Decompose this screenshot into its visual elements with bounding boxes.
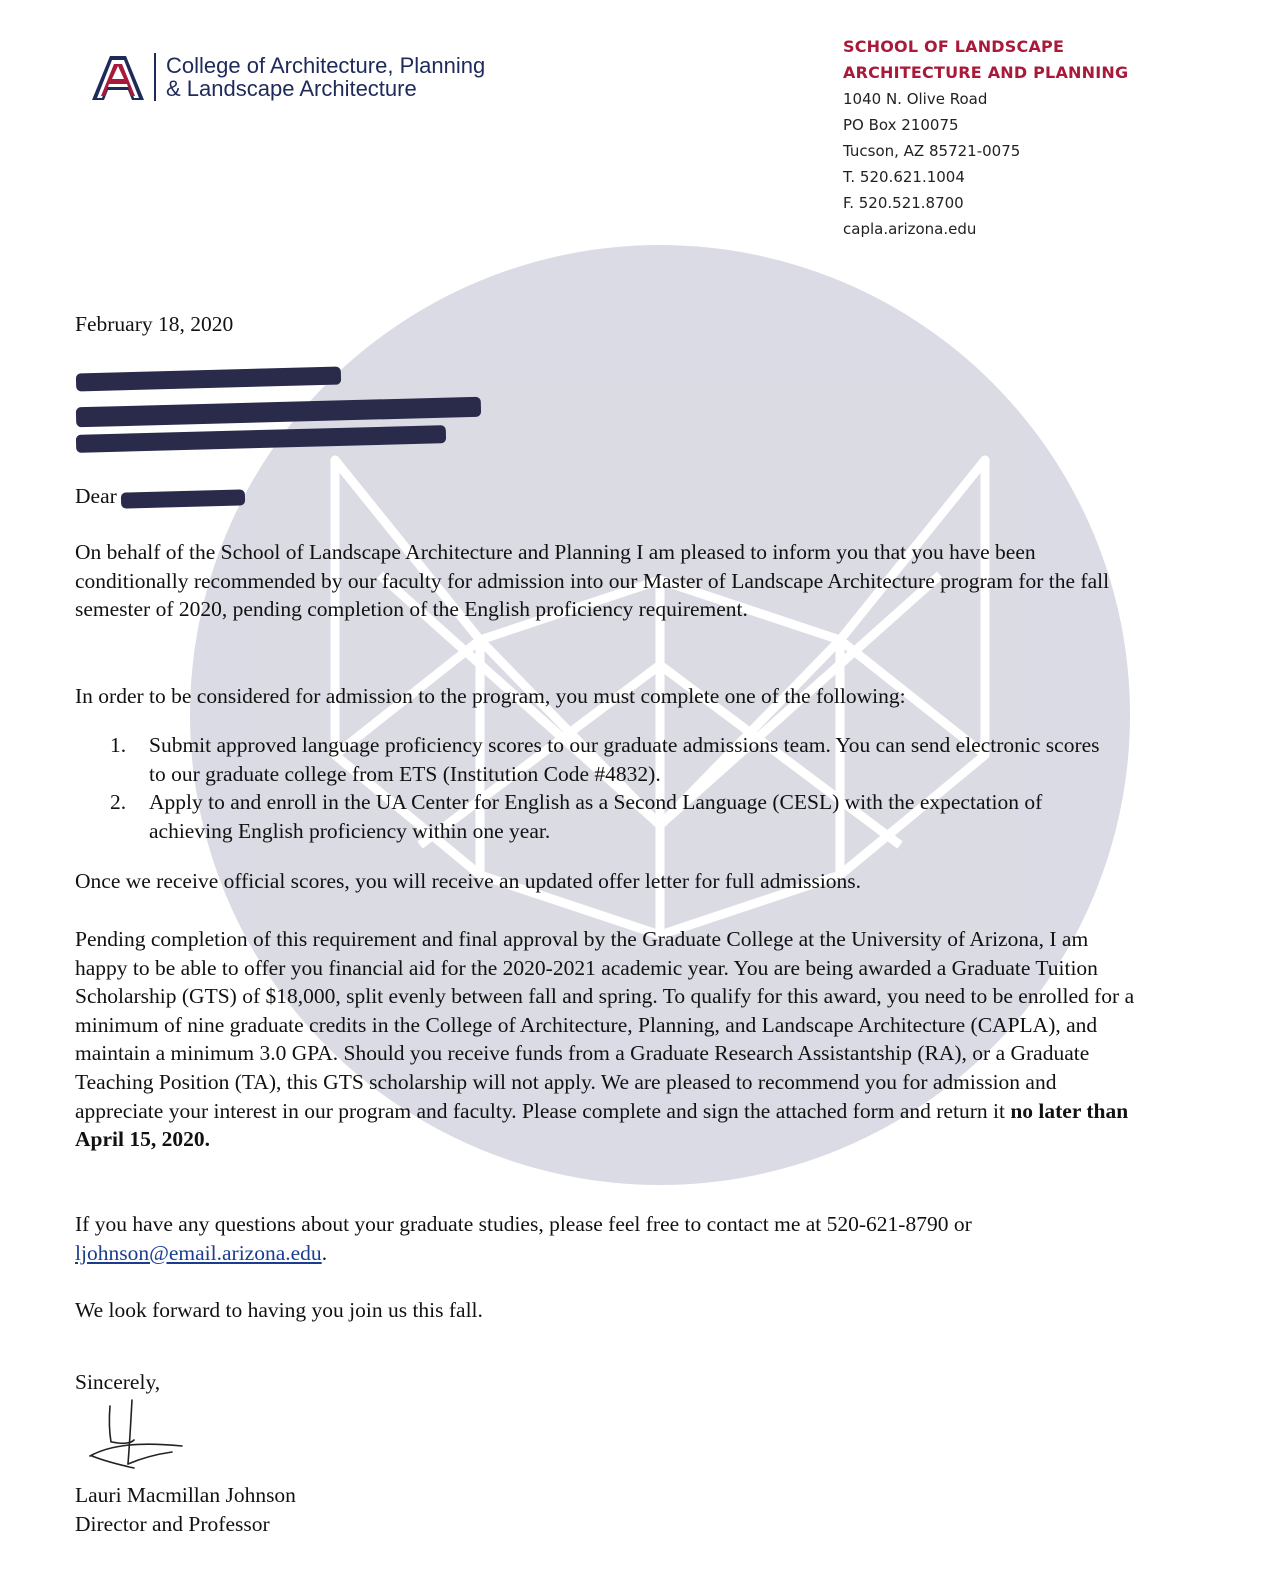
salutation-text: Dear xyxy=(75,484,117,508)
paragraph-scores: Once we receive official scores, you will receive an updated offer letter for full admissions. xyxy=(75,869,862,893)
college-name xyxy=(166,54,485,100)
paragraph-admission: On behalf of the School of Landscape Architecture and Planning I am pleased to inform you that you have been conditionally recommended by our faculty for admission into our Master of Landscape Architecture program for the fall semester of 2020, pending completion of the English proficiency requirement. xyxy=(75,540,1110,622)
address-po-box: PO Box 210075 xyxy=(843,116,959,134)
financial-aid-text: Pending completion of this requirement and final approval by the Graduate College at the University of Arizona, I am happy to be able to offer you financial aid for the 2020-2021 academic year. You are being awarded a Graduate Tuition Scholarship (GTS) of $18,000, split evenly between fall and spring. To qualify for this award, you need to be enrolled for a minimum of nine graduate credits in the College of Architecture, Planning, and Landscape Architecture (CAPLA), and maintain a minimum 3.0 GPA. Should you receive funds from a Graduate Research Assistantship (RA), or a Graduate Teaching Position (TA), this GTS scholarship will not apply. We are pleased to recommend you for admission and appreciate your interest in our program and faculty. Please complete and sign the attached form and return it xyxy=(75,927,1135,1123)
requirements-list xyxy=(110,731,1110,845)
school-name-line2: ARCHITECTURE AND PLANNING xyxy=(843,63,1129,82)
closing: Sincerely, xyxy=(75,1370,161,1394)
address-fax: F. 520.521.8700 xyxy=(843,194,964,212)
logo-divider xyxy=(154,53,156,101)
redacted-recipient-name xyxy=(121,489,245,508)
arizona-a-logo-icon xyxy=(88,52,148,102)
signer-name: Lauri Macmillan Johnson xyxy=(75,1483,296,1507)
school-name-line1: SCHOOL OF LANDSCAPE xyxy=(843,37,1065,56)
list-item xyxy=(110,731,1110,788)
signer-title: Director and Professor xyxy=(75,1511,270,1536)
list-item-number: 2. xyxy=(110,790,127,815)
list-item-text: Apply to and enroll in the UA Center for English as a Second Language (CESL) with the expectation of achieving English proficiency within one year. xyxy=(149,790,1043,843)
email-link[interactable]: ljohnson@email.arizona.edu xyxy=(75,1240,322,1265)
list-item-number: 1. xyxy=(110,733,127,757)
paragraph-financial-aid xyxy=(75,925,1135,1154)
list-item xyxy=(110,788,1110,845)
address-city: Tucson, AZ 85721-0075 xyxy=(843,142,1021,160)
letter-date: February 18, 2020 xyxy=(75,312,234,336)
deadline-text: no later than April 15, 2020. xyxy=(75,1098,1129,1152)
salutation xyxy=(75,482,117,511)
address-website: capla.arizona.edu xyxy=(843,220,977,238)
college-name-line2: & Landscape Architecture xyxy=(166,76,417,101)
handwritten-signature xyxy=(82,1398,202,1478)
contact-text: If you have any questions about your graduate studies, please feel free to contact me at 520-621-8790 or xyxy=(75,1212,972,1236)
college-name-line1: College of Architecture, Planning xyxy=(166,53,486,78)
address-street: 1040 N. Olive Road xyxy=(843,90,988,108)
list-item-text: Submit approved language proficiency scores to our graduate admissions team. You can send electronic scores to our graduate college from ETS (Institution Code #4832). xyxy=(149,733,1100,786)
paragraph-requirements: In order to be considered for admission to the program, you must complete one of the following: xyxy=(75,684,906,708)
signer-block xyxy=(75,1481,296,1538)
college-logo xyxy=(88,52,485,102)
paragraph-closing-remark: We look forward to having you join us this fall. xyxy=(75,1298,483,1322)
contact-text-end: . xyxy=(321,1240,328,1265)
address-phone: T. 520.621.1004 xyxy=(843,168,965,186)
school-address-block xyxy=(843,34,1128,242)
paragraph-contact xyxy=(75,1210,1135,1267)
